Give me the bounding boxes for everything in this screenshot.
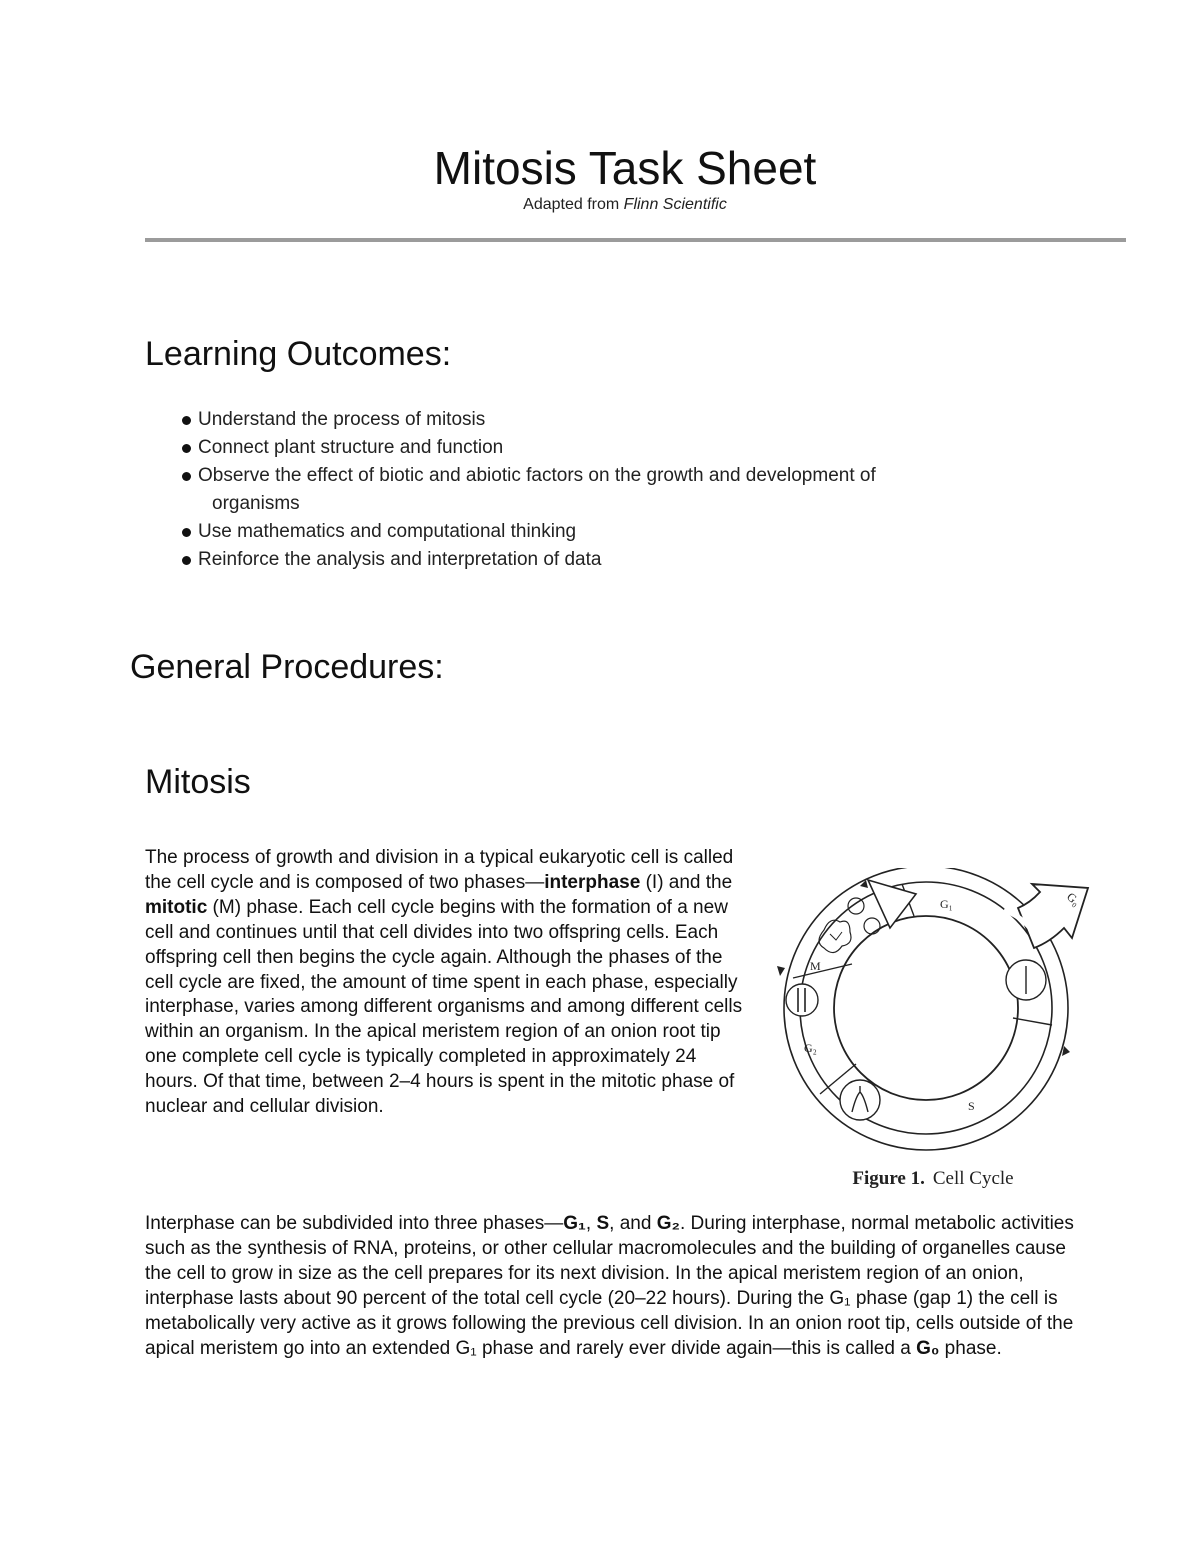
text-run: (I) and the (640, 871, 733, 893)
term-g2: G₂ (656, 1213, 680, 1234)
list-item-text: Understand the process of mitosis (198, 409, 486, 430)
bullet-icon (182, 556, 191, 565)
list-item (180, 462, 1000, 518)
list-item-text: Use mathematics and computational thinking (198, 521, 577, 542)
text-run: Interphase can be subdivided into three phases— (145, 1213, 564, 1234)
term-g0: G₀ (916, 1337, 940, 1359)
figure-number: Figure 1. (852, 1168, 925, 1189)
text-run: . During interphase, normal metabolic activities such as the synthesis of RNA, proteins, or other cellular macromolecules and the building of organelles cause the cell to grow in size as the cell prepares for its next division. In the apical meristem region of an onion, interphase lasts about 90 percent of the total cell cycle (20–22 hours). During the G₁ phase (gap 1) the cell is metabolically very active as it grows following the previous cell division. In an onion root tip, cells outside of the apical meristem go into an extended G₁ phase and rarely ever divide again—this is called a (145, 1213, 1074, 1359)
text-run: phase. (939, 1337, 1002, 1359)
list-item (180, 546, 1000, 574)
term-g1: G₁ (563, 1213, 586, 1234)
subtitle-source: Flinn Scientific (623, 196, 727, 213)
label-g0: G₀ (1064, 889, 1083, 909)
figure-caption (768, 1166, 1098, 1192)
page-subtitle (0, 193, 1200, 217)
learning-outcomes-list (180, 406, 1000, 574)
term-s: S (596, 1213, 610, 1234)
text-run: , and (609, 1213, 657, 1234)
bullet-icon (182, 472, 191, 481)
mitosis-heading: Mitosis (145, 763, 251, 801)
bullet-icon (182, 444, 191, 453)
label-m: M (810, 959, 821, 973)
text-run: (M) phase. Each cell cycle begins with the formation of a new cell and continues until that cell divides into two offspring cells. Each offspring cell then begins the cycle again. Although the phases of the cell cycle are fixed, the amount of time spent in each phase, especially interphase, varies among different organisms and among different cells within an organism. In the apical meristem region of an onion root tip one complete cell cycle is typically completed in approximately 24 hours. Of that time, between 2–4 hours is spent in the mitotic phase of nuclear and cellular division. (145, 896, 743, 1118)
text-run: , (585, 1213, 597, 1234)
cell-cycle-diagram (768, 868, 1098, 1168)
g2-cell-icon (786, 984, 818, 1016)
inner-circle (834, 916, 1018, 1100)
direction-arrow-icon (777, 966, 785, 976)
list-item (180, 434, 1000, 462)
text-run: The process of growth and division in a typical eukaryotic cell is called the cell cycle and is composed of two phases— (145, 847, 734, 893)
mitosis-paragraph-1 (145, 846, 750, 1120)
label-s: S (968, 1099, 975, 1113)
list-item-continuation: organisms (212, 493, 300, 514)
mitosis-paragraph-2 (145, 1212, 1090, 1361)
bullet-icon (182, 416, 191, 425)
general-procedures-heading: General Procedures: (130, 648, 444, 686)
title-divider (145, 238, 1126, 242)
list-item-text: Reinforce the analysis and interpretation of data (198, 549, 602, 570)
label-g2: G₂ (804, 1041, 817, 1055)
list-item (180, 518, 1000, 546)
list-item-text: Observe the effect of biotic and abiotic factors on the growth and development of (198, 465, 876, 486)
label-g1: G₁ (940, 897, 953, 911)
bullet-icon (182, 528, 191, 537)
term-interphase: interphase (544, 871, 641, 893)
page-title: Mitosis Task Sheet (433, 142, 817, 194)
term-mitotic: mitotic (145, 896, 208, 918)
list-item-text: Connect plant structure and function (198, 437, 504, 458)
learning-outcomes-heading: Learning Outcomes: (145, 335, 452, 373)
figure-caption-text: Cell Cycle (932, 1168, 1014, 1189)
list-item (180, 406, 1000, 434)
subtitle-prefix: Adapted from (523, 196, 620, 213)
